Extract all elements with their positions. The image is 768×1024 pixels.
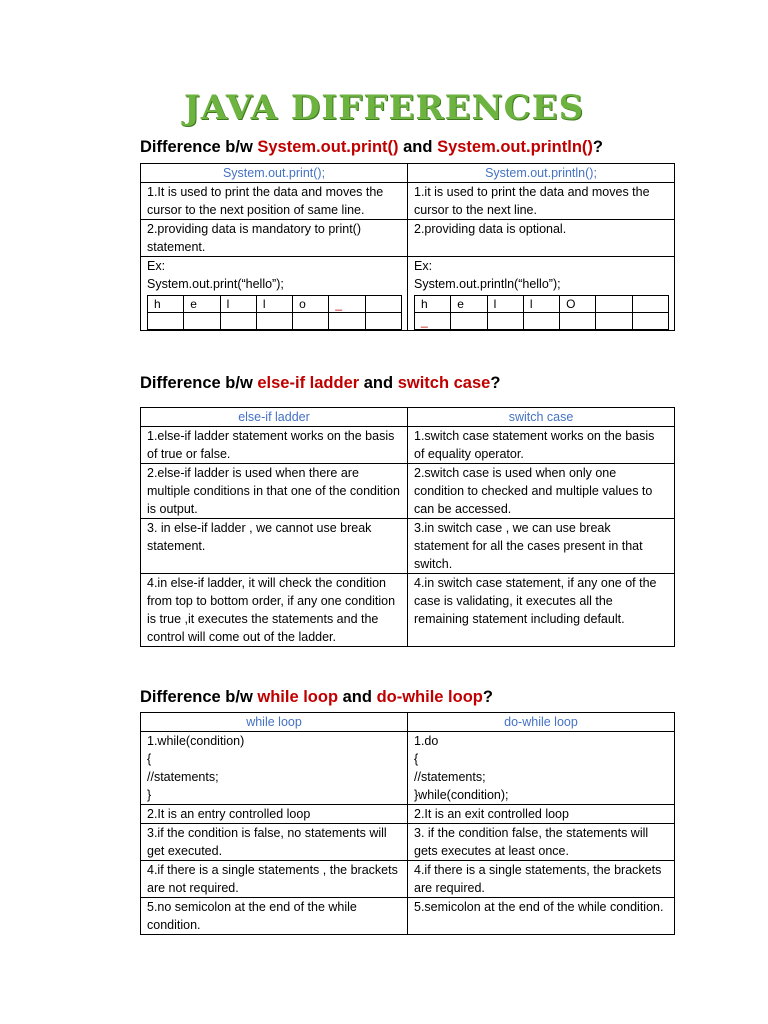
output-char: h	[415, 296, 451, 313]
column-header: System.out.print();	[141, 164, 408, 183]
table-cell: 1.it is used to print the data and moves the cursor to the next line.	[408, 183, 675, 220]
code-line: }	[147, 788, 152, 802]
table-row	[141, 861, 675, 898]
output-grid-println	[414, 295, 669, 330]
output-char: e	[184, 296, 220, 313]
code-line: //statements;	[414, 770, 486, 784]
column-header: do-while loop	[408, 713, 675, 732]
table-cell: 2.providing data is optional.	[408, 220, 675, 257]
output-grid-print	[147, 295, 402, 330]
table-cell: 3. if the condition false, the statements will gets executes at least once.	[408, 824, 675, 861]
table-cell: 1.switch case statement works on the basis of equality operator.	[408, 427, 675, 464]
column-header: switch case	[408, 408, 675, 427]
table-header-row	[141, 164, 675, 183]
output-char	[365, 296, 401, 313]
section-heading-print-println: Difference b/w System.out.print() and System.out.println()?	[140, 138, 603, 156]
code-line: 1.do	[414, 734, 439, 748]
table-cell: 3. in else-if ladder , we cannot use break statement.	[141, 519, 408, 574]
table-cell: 2.It is an entry controlled loop	[141, 805, 408, 824]
output-char: l	[256, 296, 292, 313]
table-cell: 4.in switch case statement, if any one of the case is validating, it executes all the remaining statement including default.	[408, 574, 675, 647]
example-code: System.out.print(“hello”);	[147, 277, 284, 291]
table-cell: 2.else-if ladder is used when there are multiple conditions in that one of the condition is output.	[141, 464, 408, 519]
output-char: e	[451, 296, 487, 313]
column-header: else-if ladder	[141, 408, 408, 427]
output-char: l	[220, 296, 256, 313]
table-cell: 2.switch case is used when only one condition to checked and multiple values to can be accessed.	[408, 464, 675, 519]
section-heading-while-dowhile: Difference b/w while loop and do-while loop?	[140, 688, 493, 706]
table-cell: 5.no semicolon at the end of the while condition.	[141, 898, 408, 935]
output-char: l	[487, 296, 523, 313]
table-row	[141, 220, 675, 257]
table-row	[141, 898, 675, 935]
output-char	[632, 296, 668, 313]
code-line: {	[414, 752, 419, 766]
example-label: Ex:	[147, 259, 166, 273]
example-cell-print	[141, 257, 408, 331]
table-row	[141, 519, 675, 574]
table-cell: 2.providing data is mandatory to print() statement.	[141, 220, 408, 257]
while-vs-dowhile-table	[140, 712, 675, 935]
table-cell: 4.if there is a single statements , the brackets are not required.	[141, 861, 408, 898]
table-row	[141, 574, 675, 647]
table-header-row	[141, 408, 675, 427]
table-row	[141, 427, 675, 464]
table-cell: 4.if there is a single statements, the brackets are required.	[408, 861, 675, 898]
output-char	[596, 296, 632, 313]
table-cell: 5.semicolon at the end of the while condition.	[408, 898, 675, 935]
example-row	[141, 257, 675, 331]
code-line: //statements;	[147, 770, 219, 784]
table-cell: 3.in switch case , we can use break statement for all the cases present in that switch.	[408, 519, 675, 574]
output-char: O	[560, 296, 596, 313]
syntax-row	[141, 732, 675, 805]
output-char: l	[523, 296, 559, 313]
table-cell: 1.It is used to print the data and moves the cursor to the next position of same line.	[141, 183, 408, 220]
table-row	[141, 824, 675, 861]
section-heading-elseif-switch: Difference b/w else-if ladder and switch case?	[140, 374, 501, 392]
table-cell: 1.else-if ladder statement works on the basis of true or false.	[141, 427, 408, 464]
syntax-cell-while	[141, 732, 408, 805]
code-line: {	[147, 752, 152, 766]
syntax-cell-dowhile	[408, 732, 675, 805]
code-line: }while(condition);	[414, 788, 509, 802]
output-char: h	[148, 296, 184, 313]
table-cell: 3.if the condition is false, no statements will get executed.	[141, 824, 408, 861]
code-line: 1.while(condition)	[147, 734, 245, 748]
page-title: JAVA DIFFERENCES	[183, 88, 585, 128]
example-label: Ex:	[414, 259, 433, 273]
column-header: while loop	[141, 713, 408, 732]
table-header-row	[141, 713, 675, 732]
table-cell: 2.It is an exit controlled loop	[408, 805, 675, 824]
table-row	[141, 183, 675, 220]
cursor-marker: _	[415, 313, 451, 330]
column-header: System.out.println();	[408, 164, 675, 183]
elseif-vs-switch-table	[140, 407, 675, 647]
example-code: System.out.println(“hello”);	[414, 277, 561, 291]
table-row	[141, 464, 675, 519]
table-cell: 4.in else-if ladder, it will check the condition from top to bottom order, if any one condition is true ,it executes the statements and the control will come out of the ladder.	[141, 574, 408, 647]
example-cell-println	[408, 257, 675, 331]
cursor-marker: _	[329, 296, 365, 313]
output-char: o	[293, 296, 329, 313]
table-row	[141, 805, 675, 824]
print-vs-println-table	[140, 163, 675, 331]
